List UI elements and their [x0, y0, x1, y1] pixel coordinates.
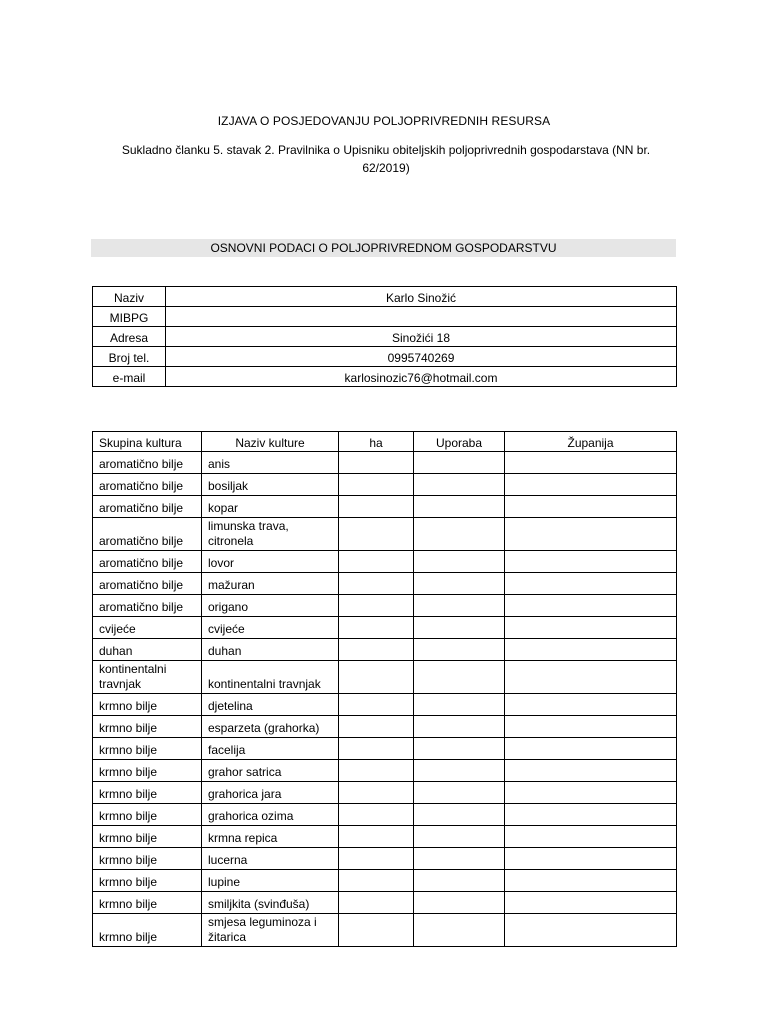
zupanija-cell [505, 870, 677, 892]
ha-cell [339, 892, 414, 914]
zupanija-cell [505, 782, 677, 804]
table-row [93, 496, 677, 518]
ha-cell [339, 639, 414, 661]
group-cell: krmno bilje [93, 826, 202, 848]
ha-cell [339, 518, 414, 551]
group-cell: cvijeće [93, 617, 202, 639]
group-cell: krmno bilje [93, 760, 202, 782]
group-cell: krmno bilje [93, 914, 202, 947]
info-label: e-mail [93, 367, 166, 387]
document-subtitle [96, 141, 676, 177]
zupanija-cell [505, 452, 677, 474]
name-cell: limunska trava, citronela [202, 518, 339, 551]
ha-cell [339, 661, 414, 694]
zupanija-cell [505, 639, 677, 661]
ha-cell [339, 617, 414, 639]
uporaba-cell [414, 892, 505, 914]
name-cell: esparzeta (grahorka) [202, 716, 339, 738]
info-value: karlosinozic76@hotmail.com [166, 367, 677, 387]
uporaba-cell [414, 595, 505, 617]
document-title: IZJAVA O POSJEDOVANJU POLJOPRIVREDNIH RESURSA [217, 114, 551, 128]
uporaba-cell [414, 870, 505, 892]
zupanija-cell [505, 914, 677, 947]
uporaba-cell [414, 661, 505, 694]
table-row [93, 639, 677, 661]
zupanija-cell [505, 518, 677, 551]
zupanija-cell [505, 595, 677, 617]
group-cell: kontinentalni travnjak [93, 661, 202, 694]
uporaba-cell [414, 760, 505, 782]
table-row [93, 518, 677, 551]
info-label: Naziv [93, 287, 166, 307]
crop-table-header-row [93, 432, 677, 452]
uporaba-cell [414, 617, 505, 639]
zupanija-cell [505, 551, 677, 573]
header-skupina-kultura: Skupina kultura [93, 432, 202, 452]
name-cell: smjesa leguminoza i žitarica [202, 914, 339, 947]
uporaba-cell [414, 782, 505, 804]
name-cell: lucerna [202, 848, 339, 870]
basic-info-table [92, 286, 677, 387]
uporaba-cell [414, 738, 505, 760]
ha-cell [339, 870, 414, 892]
uporaba-cell [414, 551, 505, 573]
group-cell: aromatično bilje [93, 496, 202, 518]
name-cell: bosiljak [202, 474, 339, 496]
group-cell: krmno bilje [93, 892, 202, 914]
ha-cell [339, 804, 414, 826]
name-cell: kontinentalni travnjak [202, 661, 339, 694]
group-cell: krmno bilje [93, 870, 202, 892]
header-naziv-kulture: Naziv kulture [202, 432, 339, 452]
group-cell: krmno bilje [93, 804, 202, 826]
zupanija-cell [505, 694, 677, 716]
uporaba-cell [414, 452, 505, 474]
name-cell: duhan [202, 639, 339, 661]
group-cell: aromatično bilje [93, 474, 202, 496]
subtitle-line-2: 62/2019) [362, 161, 410, 175]
info-label: MIBPG [93, 307, 166, 327]
name-cell: anis [202, 452, 339, 474]
uporaba-cell [414, 694, 505, 716]
table-row [93, 452, 677, 474]
name-cell: lovor [202, 551, 339, 573]
zupanija-cell [505, 617, 677, 639]
group-cell: aromatično bilje [93, 452, 202, 474]
info-label: Adresa [93, 327, 166, 347]
table-row [93, 760, 677, 782]
header-zupanija: Županija [505, 432, 677, 452]
table-row [93, 694, 677, 716]
ha-cell [339, 738, 414, 760]
name-cell: kopar [202, 496, 339, 518]
ha-cell [339, 848, 414, 870]
zupanija-cell [505, 661, 677, 694]
table-row [93, 826, 677, 848]
zupanija-cell [505, 716, 677, 738]
zupanija-cell [505, 760, 677, 782]
table-row [93, 848, 677, 870]
table-row [93, 870, 677, 892]
name-cell: djetelina [202, 694, 339, 716]
group-cell: krmno bilje [93, 716, 202, 738]
zupanija-cell [505, 738, 677, 760]
uporaba-cell [414, 848, 505, 870]
info-row [93, 347, 677, 367]
zupanija-cell [505, 804, 677, 826]
ha-cell [339, 595, 414, 617]
group-cell: krmno bilje [93, 738, 202, 760]
info-value: Sinožići 18 [166, 327, 677, 347]
ha-cell [339, 452, 414, 474]
info-row [93, 307, 677, 327]
group-cell: aromatično bilje [93, 595, 202, 617]
zupanija-cell [505, 892, 677, 914]
table-row [93, 892, 677, 914]
table-row [93, 738, 677, 760]
info-value [166, 307, 677, 327]
uporaba-cell [414, 518, 505, 551]
header-ha: ha [339, 432, 414, 452]
info-value: Karlo Sinožić [166, 287, 677, 307]
zupanija-cell [505, 573, 677, 595]
uporaba-cell [414, 496, 505, 518]
name-cell: facelija [202, 738, 339, 760]
ha-cell [339, 782, 414, 804]
name-cell: smiljkita (svinđuša) [202, 892, 339, 914]
info-label: Broj tel. [93, 347, 166, 367]
header-uporaba: Uporaba [414, 432, 505, 452]
zupanija-cell [505, 474, 677, 496]
group-cell: duhan [93, 639, 202, 661]
info-value: 0995740269 [166, 347, 677, 367]
name-cell: mažuran [202, 573, 339, 595]
group-cell: krmno bilje [93, 848, 202, 870]
ha-cell [339, 826, 414, 848]
group-cell: aromatično bilje [93, 518, 202, 551]
uporaba-cell [414, 804, 505, 826]
info-row [93, 287, 677, 307]
table-row [93, 573, 677, 595]
zupanija-cell [505, 848, 677, 870]
table-row [93, 804, 677, 826]
ha-cell [339, 573, 414, 595]
table-row [93, 551, 677, 573]
section-title: OSNOVNI PODACI O POLJOPRIVREDNOM GOSPODARSTVU [91, 239, 676, 257]
table-row [93, 661, 677, 694]
info-row [93, 327, 677, 347]
name-cell: grahor satrica [202, 760, 339, 782]
ha-cell [339, 760, 414, 782]
zupanija-cell [505, 826, 677, 848]
name-cell: grahorica jara [202, 782, 339, 804]
crop-table [92, 431, 677, 947]
group-cell: aromatično bilje [93, 551, 202, 573]
uporaba-cell [414, 573, 505, 595]
uporaba-cell [414, 716, 505, 738]
table-row [93, 617, 677, 639]
ha-cell [339, 551, 414, 573]
ha-cell [339, 716, 414, 738]
uporaba-cell [414, 914, 505, 947]
name-cell: cvijeće [202, 617, 339, 639]
group-cell: aromatično bilje [93, 573, 202, 595]
table-row [93, 595, 677, 617]
table-row [93, 782, 677, 804]
name-cell: krmna repica [202, 826, 339, 848]
uporaba-cell [414, 826, 505, 848]
ha-cell [339, 914, 414, 947]
zupanija-cell [505, 496, 677, 518]
uporaba-cell [414, 639, 505, 661]
group-cell: krmno bilje [93, 694, 202, 716]
table-row [93, 474, 677, 496]
group-cell: krmno bilje [93, 782, 202, 804]
name-cell: origano [202, 595, 339, 617]
ha-cell [339, 496, 414, 518]
name-cell: grahorica ozima [202, 804, 339, 826]
uporaba-cell [414, 474, 505, 496]
ha-cell [339, 474, 414, 496]
name-cell: lupine [202, 870, 339, 892]
ha-cell [339, 694, 414, 716]
info-row [93, 367, 677, 387]
table-row [93, 716, 677, 738]
subtitle-line-1: Sukladno članku 5. stavak 2. Pravilnika o Upisniku obiteljskih poljoprivrednih gospodarstava (NN br. [121, 143, 651, 157]
table-row [93, 914, 677, 947]
